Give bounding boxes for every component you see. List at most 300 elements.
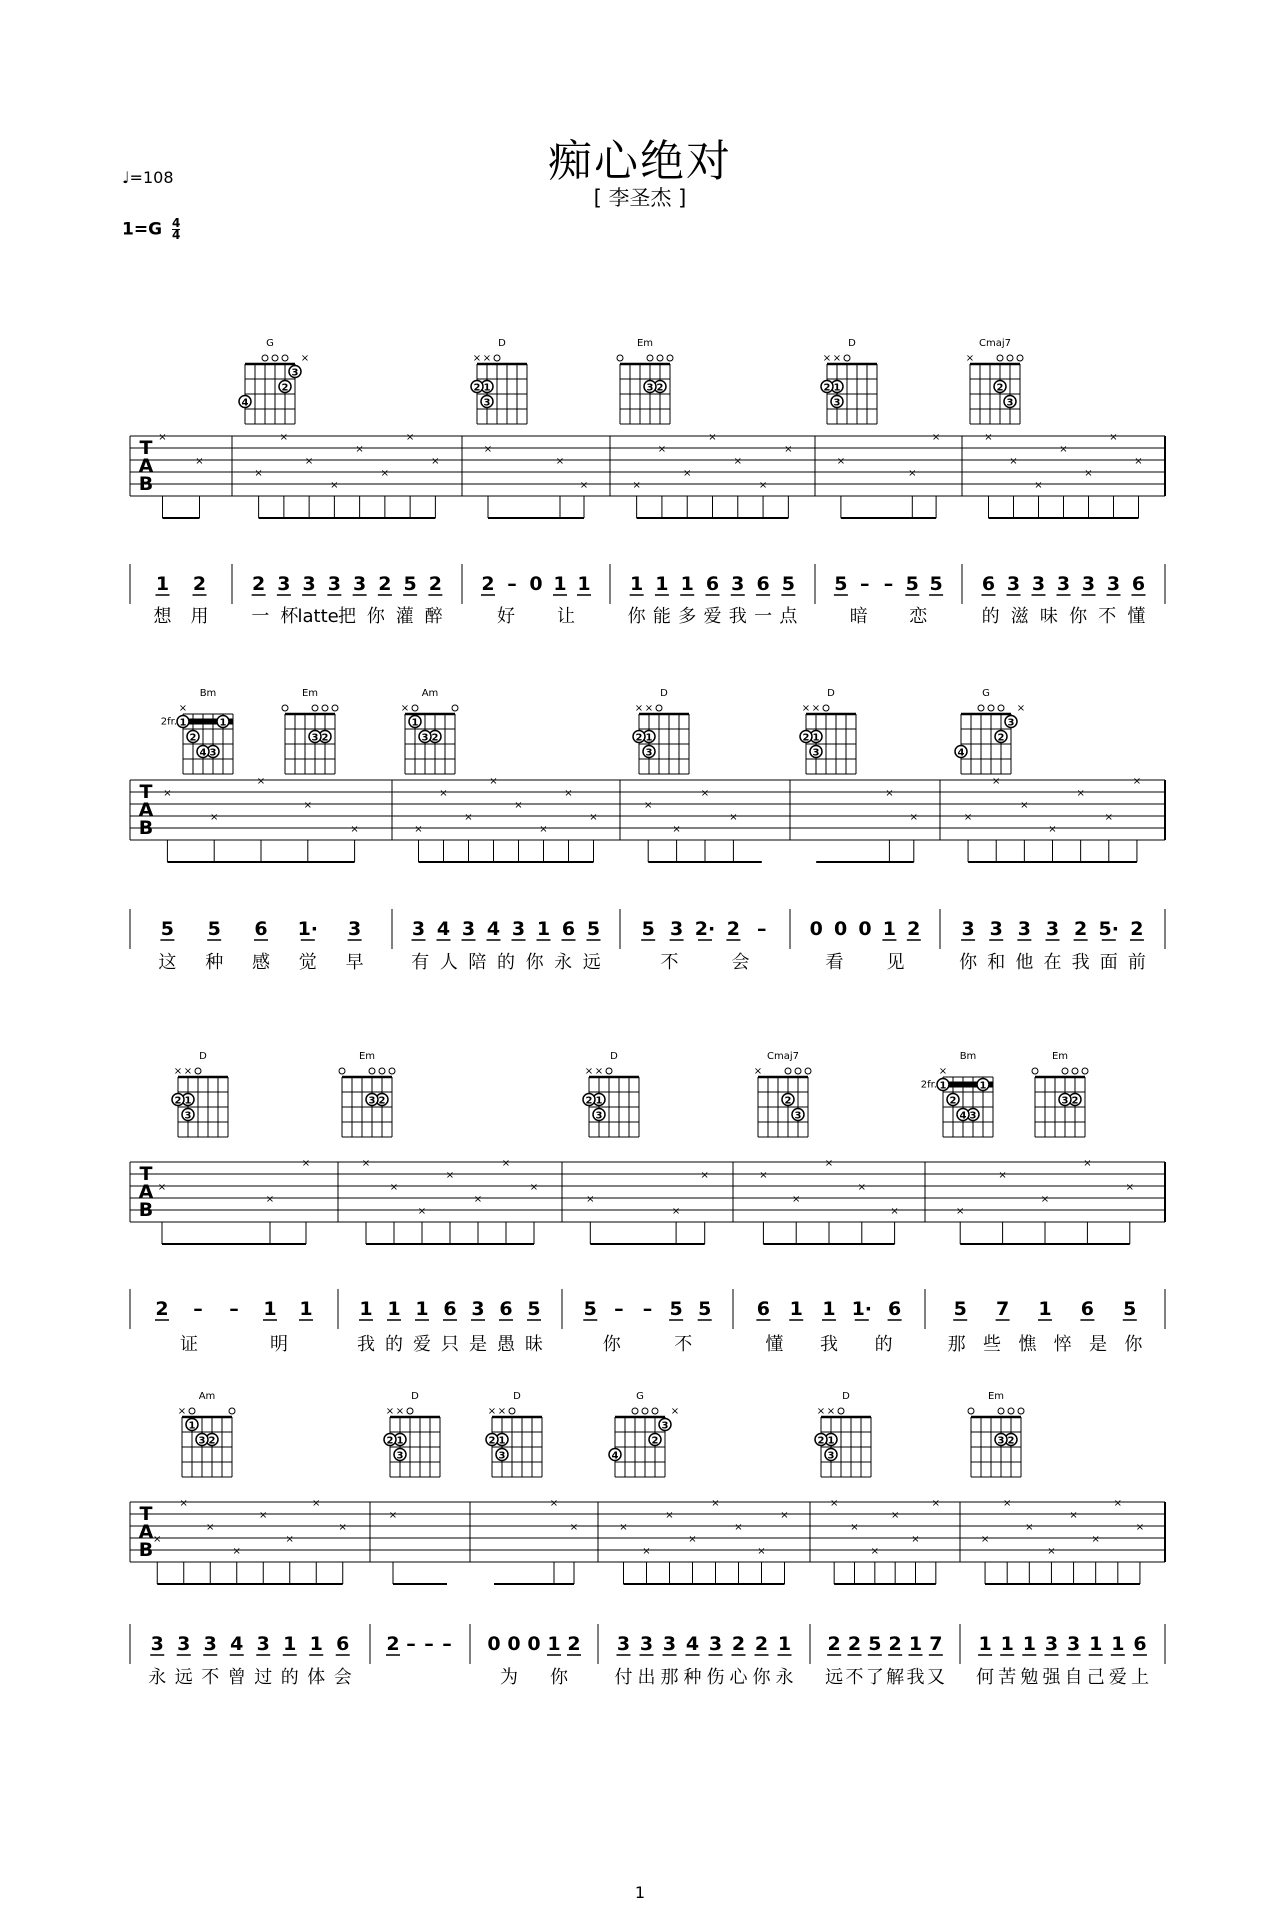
lyric-syllable: 滋 — [1010, 606, 1029, 627]
jianpu-note: 1 — [547, 1633, 561, 1655]
finger-number: 3 — [421, 732, 429, 744]
open-string-mark — [229, 1408, 235, 1414]
jianpu-note: 2 — [731, 1633, 746, 1655]
finger-number: 2 — [321, 732, 329, 744]
jianpu-note: 2· — [694, 918, 716, 940]
finger-number: 3 — [595, 1110, 603, 1122]
lyric-syllable: 醉 — [424, 606, 443, 627]
lyric-syllable: 你 — [752, 1667, 771, 1688]
lyric-syllable: 不 — [1098, 606, 1117, 627]
lyric-syllable: 感 — [252, 952, 270, 973]
jianpu-note: 4 — [230, 1633, 244, 1655]
jianpu-note: – — [614, 1298, 624, 1320]
tab-strum-mark: × — [759, 1170, 768, 1181]
jianpu-note: 1 — [1038, 1298, 1052, 1320]
finger-number: 2 — [386, 1435, 394, 1447]
finger-number: 1 — [812, 732, 820, 744]
jianpu-note: 1 — [536, 918, 551, 940]
lyric-syllable: 曾 — [227, 1667, 246, 1688]
tab-clef-letter: A — [138, 1181, 154, 1203]
open-string-mark — [322, 705, 328, 711]
jianpu-note: 6 — [756, 1298, 771, 1320]
chord-diagram-cmaj7 — [754, 1051, 811, 1137]
lyric-syllable: 昧 — [525, 1334, 543, 1355]
jianpu-note: 2 — [888, 1633, 902, 1655]
chord-diagram-d — [821, 338, 877, 424]
chord-diagram-cmaj7 — [966, 338, 1023, 424]
jianpu-note: 4 — [436, 918, 451, 940]
tab-strum-mark: × — [850, 1522, 859, 1533]
tab-clef-letter: T — [139, 1503, 153, 1525]
jianpu-note: 3 — [353, 573, 367, 595]
lyric-syllable: 又 — [926, 1667, 945, 1688]
jianpu-note: 5 — [1123, 1298, 1137, 1320]
system-3 — [130, 1158, 1165, 1355]
lyric-syllable: 的 — [280, 1667, 299, 1688]
chord-diagram-d — [633, 688, 689, 774]
jianpu-note: 2 — [192, 573, 207, 595]
lyric-syllable: 为 — [500, 1667, 518, 1688]
tab-strum-mark: × — [784, 444, 793, 455]
barre-fret-label: 2fr. — [920, 1079, 937, 1091]
finger-number: 3 — [184, 1110, 192, 1122]
jianpu-note: – — [507, 573, 517, 595]
tab-strum-mark: × — [642, 1546, 651, 1557]
lyric-syllable: 远 — [174, 1667, 193, 1688]
open-string-mark — [1032, 1068, 1038, 1074]
jianpu-note: 5 — [834, 573, 848, 595]
chord-name: Am — [198, 1391, 216, 1402]
jianpu-note: 3 — [203, 1633, 217, 1655]
open-string-mark — [262, 355, 268, 361]
open-string-mark — [997, 355, 1003, 361]
tab-strum-mark: × — [672, 824, 681, 835]
lyric-syllable: 用 — [190, 606, 209, 627]
lyric-syllable: 你 — [550, 1667, 568, 1688]
tab-strum-mark: × — [963, 812, 973, 823]
jianpu-note: 5 — [953, 1298, 967, 1320]
lyric-syllable: 强 — [1042, 1667, 1061, 1688]
jianpu-note: 6 — [705, 573, 720, 595]
tab-strum-mark: × — [210, 812, 219, 823]
finger-number: 2 — [949, 1095, 957, 1107]
lyric-syllable: 人 — [439, 952, 458, 973]
tab-clef-letter: B — [138, 1539, 154, 1561]
lyric-syllable: 和 — [987, 952, 1006, 973]
jianpu-note: 6 — [1080, 1298, 1095, 1320]
tab-strum-mark: × — [1076, 788, 1085, 799]
tab-strum-mark: × — [285, 1534, 294, 1545]
open-string-mark — [647, 355, 653, 361]
lyric-syllable: 一 — [251, 606, 270, 627]
tab-strum-mark: × — [439, 788, 448, 799]
lyric-syllable: 他 — [1015, 952, 1034, 973]
tab-strum-mark: × — [757, 1546, 766, 1557]
lyric-syllable: 有 — [411, 952, 430, 973]
jianpu-note: 3 — [150, 1633, 164, 1655]
tab-strum-mark: × — [980, 1534, 990, 1545]
lyric-syllable: 多 — [678, 606, 697, 627]
tab-strum-mark: × — [1069, 1510, 1078, 1521]
jianpu-note: 1 — [387, 1298, 401, 1320]
jianpu-note: – — [859, 573, 870, 595]
muted-string-mark: × — [385, 1406, 395, 1417]
finger-number: 2 — [378, 1095, 386, 1107]
finger-number: 3 — [969, 1110, 977, 1122]
jianpu-note: 3 — [1031, 573, 1046, 595]
jianpu-note: 3 — [347, 918, 362, 940]
lyric-syllable: 憔 — [1018, 1334, 1037, 1355]
tab-strum-mark: × — [539, 824, 548, 835]
lyric-syllable: 我 — [357, 1334, 375, 1355]
muted-string-mark: × — [822, 353, 832, 364]
lyric-syllable: 远 — [582, 952, 601, 973]
muted-string-mark: × — [826, 1406, 836, 1417]
chord-diagram-em — [339, 1051, 395, 1137]
lyric-syllable: 爱 — [1108, 1667, 1127, 1688]
lyric-syllable: 远 — [825, 1667, 844, 1688]
tab-strum-mark: × — [254, 468, 263, 479]
lyric-syllable: 你 — [525, 952, 544, 973]
jianpu-note: 1 — [1022, 1633, 1036, 1655]
muted-string-mark: × — [497, 1406, 507, 1417]
lyric-syllable: 我 — [820, 1334, 838, 1355]
open-string-mark — [795, 1068, 801, 1074]
tab-strum-mark: × — [259, 1510, 268, 1521]
tab-strum-mark: × — [1034, 480, 1043, 491]
chord-name: G — [982, 688, 990, 699]
muted-string-mark: × — [965, 353, 975, 364]
finger-number: 3 — [291, 367, 299, 379]
jianpu-note: 3 — [1044, 1633, 1059, 1655]
finger-number: 3 — [827, 1450, 835, 1462]
lyric-syllable: 看 — [825, 952, 844, 973]
tab-strum-mark: × — [665, 1510, 674, 1521]
muted-string-mark: × — [482, 353, 492, 364]
lyric-syllable: 想 — [153, 606, 172, 627]
chord-name: Em — [1051, 1051, 1069, 1062]
finger-number: 2 — [817, 1435, 825, 1447]
finger-number: 1 — [645, 732, 653, 744]
tab-strum-mark: × — [733, 456, 742, 467]
tab-strum-mark: × — [158, 432, 167, 443]
finger-number: 1 — [483, 382, 491, 394]
jianpu-note: 0 — [507, 1633, 521, 1655]
jianpu-note: 4 — [486, 918, 501, 940]
lyric-syllable: 伤 — [706, 1667, 725, 1688]
system-1 — [130, 432, 1165, 627]
tab-clef-letter: B — [138, 1199, 154, 1221]
finger-number: 2 — [651, 1435, 659, 1447]
tab-strum-mark: × — [195, 456, 204, 467]
lyric-syllable: 上 — [1130, 1667, 1149, 1688]
jianpu-note: 3 — [411, 918, 426, 940]
jianpu-note: 3 — [639, 1633, 654, 1655]
finger-number: 3 — [498, 1450, 506, 1462]
tab-strum-mark: × — [157, 1182, 167, 1193]
tab-strum-mark: × — [1104, 812, 1113, 823]
jianpu-note: 1 — [1089, 1633, 1103, 1655]
open-string-mark — [339, 1068, 345, 1074]
jianpu-note: 5 — [207, 918, 221, 940]
tab-strum-mark: × — [758, 480, 768, 491]
jianpu-note: 2 — [1074, 918, 1088, 940]
lyric-syllable: 你 — [959, 952, 978, 973]
jianpu-note: 2 — [726, 918, 741, 940]
tab-strum-mark: × — [857, 1182, 866, 1193]
tab-strum-mark: × — [671, 1206, 681, 1217]
muted-string-mark: × — [938, 1066, 948, 1077]
open-string-mark — [667, 355, 673, 361]
tab-strum-mark: × — [700, 788, 710, 799]
finger-number: 3 — [198, 1435, 206, 1447]
jianpu-note: 6 — [756, 573, 770, 595]
finger-number: 2 — [174, 1095, 182, 1107]
tab-strum-mark: × — [153, 1534, 162, 1545]
tab-strum-mark: × — [473, 1194, 483, 1205]
open-string-mark — [1062, 1068, 1068, 1074]
open-string-mark — [656, 705, 662, 711]
finger-number: 4 — [959, 1110, 967, 1122]
tab-strum-mark: × — [1084, 468, 1093, 479]
jianpu-note: 1 — [822, 1298, 836, 1320]
open-string-mark — [1072, 1068, 1078, 1074]
muted-string-mark: × — [584, 1066, 594, 1077]
open-string-mark — [805, 1068, 811, 1074]
tab-strum-mark: × — [361, 1158, 371, 1169]
tab-strum-mark: × — [414, 824, 423, 835]
chord-name: D — [199, 1051, 207, 1062]
lyric-syllable: 自 — [1064, 1667, 1083, 1688]
tab-strum-mark: × — [304, 456, 314, 467]
jianpu-note: 0 — [529, 573, 543, 595]
jianpu-note: 1· — [851, 1298, 873, 1320]
jianpu-note: 5 — [669, 1298, 683, 1320]
finger-number: 2 — [488, 1435, 496, 1447]
muted-string-mark: × — [400, 703, 410, 714]
muted-string-mark: × — [753, 1066, 763, 1077]
tab-strum-mark: × — [729, 812, 738, 823]
muted-string-mark: × — [173, 1066, 183, 1077]
open-string-mark — [195, 1068, 201, 1074]
tab-clef-letter: T — [139, 1163, 153, 1185]
tab-strum-mark: × — [931, 1498, 941, 1509]
finger-number: 1 — [411, 717, 419, 729]
tab-strum-mark: × — [564, 788, 573, 799]
finger-number: 1 — [979, 1080, 987, 1092]
jianpu-note: 1 — [309, 1633, 323, 1655]
tab-strum-mark: × — [380, 468, 390, 479]
lyric-syllable: 这 — [158, 952, 177, 973]
tab-clef-letter: A — [138, 455, 154, 477]
open-string-mark — [509, 1408, 515, 1414]
open-string-mark — [1018, 1408, 1024, 1414]
tab-strum-mark: × — [514, 800, 523, 811]
tab-strum-mark: × — [163, 788, 172, 799]
tab-strum-mark: × — [389, 1182, 399, 1193]
jianpu-note: 0 — [527, 1633, 541, 1655]
open-string-mark — [617, 355, 623, 361]
tab-strum-mark: × — [1113, 1498, 1123, 1509]
lyric-syllable: 些 — [983, 1334, 1001, 1355]
open-string-mark — [412, 705, 418, 711]
tab-clef-letter: T — [139, 437, 153, 459]
jianpu-note: 5 — [583, 1298, 597, 1320]
open-string-mark — [642, 1408, 648, 1414]
finger-number: 3 — [646, 382, 654, 394]
tab-strum-mark: × — [1125, 1182, 1134, 1193]
jianpu-note: 6 — [443, 1298, 457, 1320]
tab-strum-mark: × — [780, 1510, 789, 1521]
tab-strum-mark: × — [992, 776, 1001, 787]
open-string-mark — [657, 355, 663, 361]
muted-string-mark: × — [177, 1406, 187, 1417]
tab-strum-mark: × — [303, 800, 312, 811]
tab-strum-mark: × — [890, 1510, 900, 1521]
chord-diagram-d — [172, 1051, 228, 1137]
tab-strum-mark: × — [279, 432, 289, 443]
jianpu-note: 4 — [685, 1633, 700, 1655]
tab-strum-mark: × — [657, 444, 667, 455]
lyric-syllable: 永 — [148, 1667, 167, 1688]
chord-diagram-d — [471, 338, 527, 424]
chord-diagram-em — [617, 338, 673, 424]
open-string-mark — [379, 1068, 385, 1074]
jianpu-note: 2 — [481, 573, 495, 595]
jianpu-note: 3 — [1056, 573, 1071, 595]
muted-string-mark: × — [1016, 703, 1026, 714]
tab-clef-letter: T — [139, 781, 153, 803]
jianpu-note: 2 — [386, 1633, 400, 1655]
muted-string-mark: × — [487, 1406, 497, 1417]
lyric-syllable: 早 — [345, 952, 364, 973]
open-string-mark — [332, 705, 338, 711]
jianpu-note: 2 — [847, 1633, 862, 1655]
lyric-syllable: 永 — [775, 1667, 794, 1688]
tab-strum-mark: × — [1025, 1522, 1034, 1533]
tab-strum-mark: × — [265, 1194, 275, 1205]
jianpu-note: 2 — [827, 1633, 841, 1655]
tab-strum-mark: × — [1135, 1522, 1145, 1533]
jianpu-note: 3 — [616, 1633, 631, 1655]
jianpu-note: 5 — [929, 573, 943, 595]
jianpu-note: 1 — [882, 918, 897, 940]
tab-strum-mark: × — [998, 1170, 1007, 1181]
jianpu-note: 3 — [302, 573, 316, 595]
tab-strum-mark: × — [1009, 456, 1018, 467]
jianpu-note: 0 — [833, 918, 848, 940]
finger-number: 4 — [241, 397, 249, 409]
finger-number: 2 — [635, 732, 643, 744]
tab-strum-mark: × — [350, 824, 359, 835]
lyric-syllable: 证 — [180, 1334, 198, 1355]
open-string-mark — [282, 355, 288, 361]
lyric-syllable: 点 — [779, 606, 798, 627]
jianpu-note: 2 — [567, 1633, 581, 1655]
tab-strum-mark: × — [312, 1498, 321, 1509]
finger-number: 2 — [823, 382, 831, 394]
open-string-mark — [452, 705, 458, 711]
tab-strum-mark: × — [632, 480, 641, 491]
lyric-syllable: 陪 — [468, 952, 487, 973]
lyric-syllable: 心 — [729, 1667, 748, 1688]
lyric-syllable: 杯 — [280, 606, 299, 627]
chord-diagram-em — [968, 1391, 1024, 1477]
chord-name: G — [636, 1391, 644, 1402]
lyric-syllable: 明 — [270, 1334, 288, 1355]
jianpu-note: 1 — [577, 573, 591, 595]
open-string-mark — [823, 705, 829, 711]
jianpu-note: – — [229, 1298, 239, 1320]
tab-strum-mark: × — [589, 812, 598, 823]
jianpu-note: 0 — [487, 1633, 501, 1655]
finger-number: 3 — [1007, 717, 1015, 729]
lyric-syllable: 不 — [201, 1667, 220, 1688]
tab-strum-mark: × — [569, 1522, 579, 1533]
jianpu-note: 3 — [471, 1298, 485, 1320]
jianpu-note: 3 — [511, 918, 526, 940]
jianpu-note: 5 — [527, 1298, 541, 1320]
tab-strum-mark: × — [431, 456, 440, 467]
lyric-syllable: 的 — [385, 1334, 403, 1355]
muted-string-mark: × — [634, 703, 644, 714]
tab-strum-mark: × — [206, 1522, 215, 1533]
artist-name: [ 李圣杰 ] — [593, 186, 687, 210]
finger-number: 2 — [189, 732, 197, 744]
lyric-syllable: 在 — [1043, 952, 1062, 973]
chord-name: D — [660, 688, 668, 699]
jianpu-note: 1 — [359, 1298, 373, 1320]
chord-diagram-g — [955, 688, 1025, 774]
lyric-syllable: 我 — [906, 1667, 925, 1688]
tab-strum-mark: × — [330, 480, 339, 491]
jianpu-note: 5 — [698, 1298, 712, 1320]
jianpu-note: 5 — [403, 573, 417, 595]
jianpu-note: – — [424, 1633, 434, 1655]
tab-clef-letter: B — [138, 817, 154, 839]
open-string-mark — [272, 355, 278, 361]
jianpu-note: 6 — [561, 918, 576, 940]
page-number: 1 — [634, 1883, 646, 1902]
lyric-syllable: 暗 — [849, 606, 868, 627]
open-string-mark — [606, 1068, 612, 1074]
lyric-syllable: 你 — [627, 606, 646, 627]
chord-name: Em — [987, 1391, 1005, 1402]
lyric-syllable: 爱 — [703, 606, 722, 627]
system-2 — [130, 776, 1165, 973]
muted-string-mark: × — [178, 703, 188, 714]
tab-strum-mark: × — [388, 1510, 398, 1521]
lyric-syllable: 好 — [497, 606, 515, 627]
tab-strum-mark: × — [824, 1158, 834, 1169]
jianpu-note: 2 — [252, 573, 266, 595]
jianpu-note: 1 — [680, 573, 694, 595]
jianpu-note: 3 — [327, 573, 341, 595]
tab-strum-mark: × — [688, 1534, 697, 1545]
tab-strum-mark: × — [301, 1158, 311, 1169]
muted-string-mark: × — [670, 1406, 680, 1417]
lyric-syllable: 觉 — [298, 952, 317, 973]
tab-strum-mark: × — [1020, 800, 1029, 811]
jianpu-note: 3 — [669, 918, 684, 940]
open-string-mark — [1082, 1068, 1088, 1074]
lyric-syllable: 付 — [614, 1667, 633, 1688]
jianpu-note: 1 — [263, 1298, 277, 1320]
chord-name: Cmaj7 — [767, 1051, 799, 1062]
chord-name: D — [411, 1391, 419, 1402]
tab-strum-mark: × — [464, 812, 473, 823]
tab-clef-letter: B — [138, 473, 154, 495]
